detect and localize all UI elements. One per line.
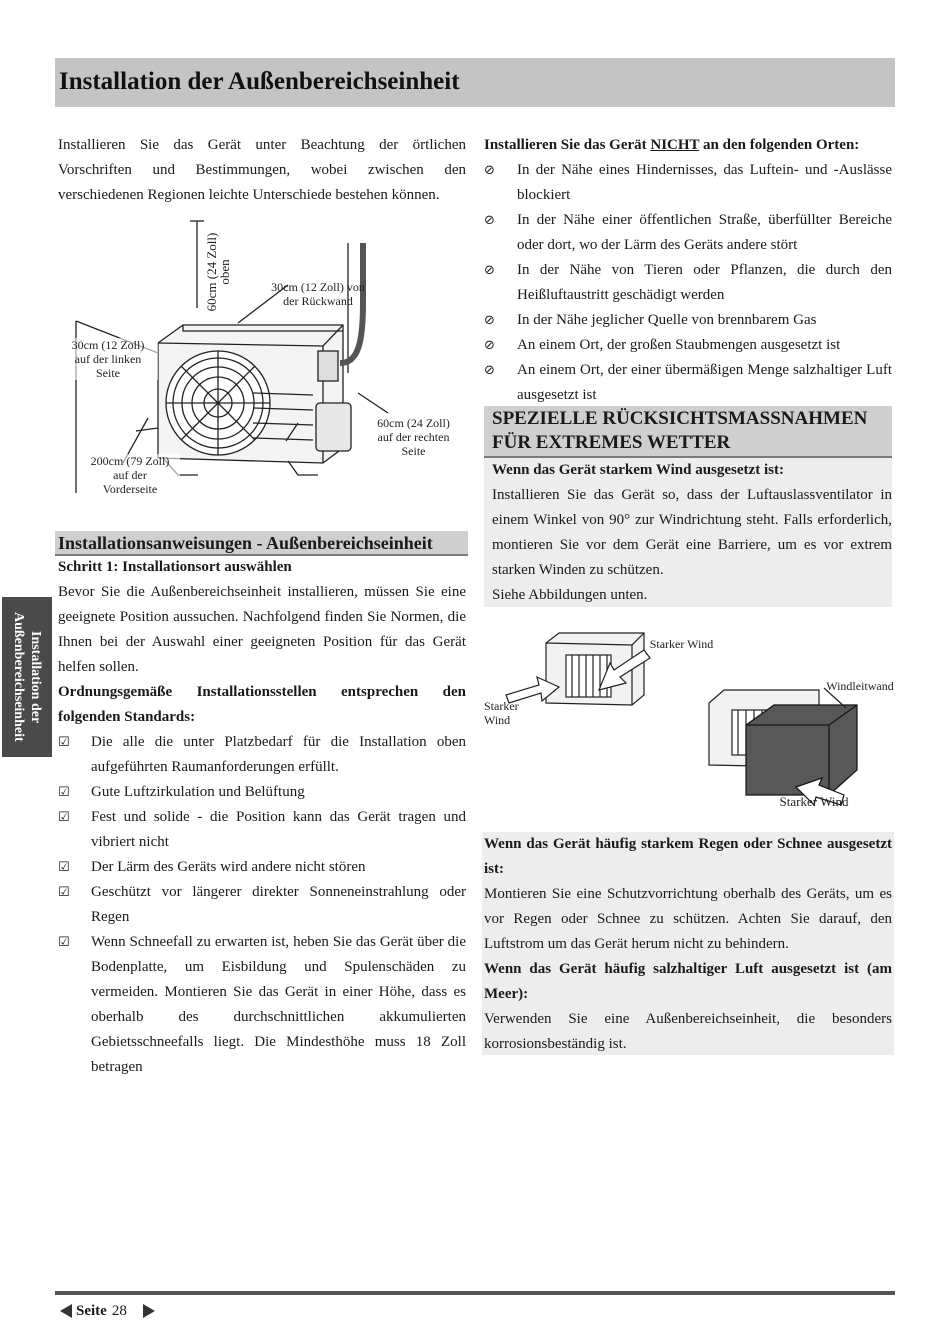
installation-section-bar — [55, 531, 468, 556]
list-item — [484, 358, 892, 408]
salt-heading: Wenn das Gerät häufig salzhaltiger Luft ausgesetzt ist (am Meer): — [484, 961, 892, 1002]
standard-text: Der Lärm des Geräts wird andere nicht stören — [91, 859, 366, 875]
list-item — [58, 880, 466, 930]
not-place-text: An einem Ort, der großen Staubmengen ausgesetzt ist — [517, 337, 841, 353]
standard-text: Fest und solide - die Position kann das Gerät tragen und vibriert nicht — [91, 809, 466, 850]
not-places-block — [484, 133, 892, 408]
standard-text: Gute Luftzirkulation und Belüftung — [91, 784, 305, 800]
strong-wind-bottom-label: Starker Wind — [779, 794, 849, 809]
rain-heading: Wenn das Gerät häufig starkem Regen oder Schnee ausgesetzt ist: — [484, 836, 892, 877]
page-footer — [60, 1300, 155, 1322]
standard-text: Geschützt vor längerer direkter Sonneneinstrahlung oder Regen — [91, 884, 466, 925]
list-item — [58, 805, 466, 855]
strong-wind-left-label — [484, 699, 524, 727]
left-clearance-label — [58, 338, 158, 380]
rear-clearance-label-1: 30cm (12 Zoll) von — [271, 280, 365, 294]
right-clearance-label-1: 60cm (24 Zoll) — [377, 416, 450, 430]
rear-clearance-label-2: der Rückwand — [283, 294, 353, 308]
special-precautions-bar — [484, 406, 892, 458]
not-heading-not: NICHT — [650, 137, 700, 153]
not-place-text: In der Nähe einer öffentlichen Straße, überfüllter Bereiche oder dort, wo der Lärm des Geräts andere stört — [517, 212, 892, 253]
rain-text: Montieren Sie eine Schutzvorrichtung oberhalb des Geräts, um es vor Regen oder Schnee zu schützen. Achten Sie darauf, den Luftstrom um das Gerät herum nicht zu behindern. — [484, 886, 892, 952]
page-title: Installation der Außenbereichseinheit — [59, 68, 460, 95]
page-number: 28 — [111, 1302, 127, 1319]
strong-wind-left-line1: Starker — [484, 699, 519, 713]
list-item — [58, 930, 466, 1080]
rear-clearance-label — [258, 280, 378, 308]
wind-diagram-svg — [484, 625, 894, 815]
step1-text: Bevor Sie die Außenbereichseinheit installieren, müssen Sie eine geeignete Position aussuchen. Nachfolgend finden Sie Normen, die Ihnen bei der Auswahl einer geeigneten Position für das Gerät helfen sollen. — [58, 584, 466, 675]
strong-wind-top-label: Starker Wind — [649, 637, 714, 651]
list-item — [484, 208, 892, 258]
rain-salt-block — [482, 832, 894, 1055]
special-title-line1: SPEZIELLE RÜCKSICHTSMASSNAHMEN — [492, 408, 868, 429]
salt-text: Verwenden Sie eine Außenbereichseinheit, die besonders korrosionsbeständig ist. — [484, 1011, 892, 1052]
special-precautions-title — [484, 406, 892, 455]
side-tab-line2: Außenbereichseinheit — [11, 612, 26, 742]
standard-text: Die alle die unter Platzbedarf für die Installation oben aufgeführten Raumanforderungen erfüllt. — [91, 734, 466, 775]
wind-see-figures: Siehe Abbildungen unten. — [492, 587, 648, 603]
page-label: Seite — [76, 1302, 107, 1319]
checkbox-icon: ☑ — [58, 885, 70, 900]
list-item — [484, 333, 892, 358]
side-tab-line1: Installation der — [28, 630, 43, 724]
next-page-icon[interactable] — [143, 1304, 155, 1318]
prohibited-icon: ⊘ — [484, 363, 495, 378]
checkbox-icon: ☑ — [58, 935, 70, 950]
checkbox-icon: ☑ — [58, 810, 70, 825]
list-item — [58, 780, 466, 805]
list-item — [484, 158, 892, 208]
wind-heading: Wenn das Gerät starkem Wind ausgesetzt ist: — [492, 462, 784, 478]
not-places-list — [484, 158, 892, 408]
front-clearance-label — [80, 454, 180, 496]
intro-text: Installieren Sie das Gerät unter Beachtung der örtlichen Vorschriften und Bestimmungen, wobei zwischen den verschiedenen Regionen leichte Unterschiede bestehen können. — [58, 137, 466, 203]
checkbox-icon: ☑ — [58, 860, 70, 875]
intro-paragraph — [58, 133, 466, 208]
prohibited-icon: ⊘ — [484, 313, 495, 328]
prohibited-icon: ⊘ — [484, 338, 495, 353]
side-tab-label — [10, 612, 44, 742]
not-place-text: In der Nähe eines Hindernisses, das Luftein- und -Auslässe blockiert — [517, 162, 892, 203]
front-clearance-label-2: auf der — [113, 468, 147, 482]
left-clearance-label-1: 30cm (12 Zoll) — [71, 338, 145, 352]
list-item — [58, 730, 466, 780]
left-clearance-label-2: auf der linken — [74, 352, 142, 366]
not-place-text: In der Nähe jeglicher Quelle von brennbarem Gas — [517, 312, 817, 328]
checkbox-icon: ☑ — [58, 785, 70, 800]
top-clearance-label-2: oben — [217, 259, 232, 285]
step1-heading: Schritt 1: Installationsort auswählen — [58, 559, 292, 575]
checkbox-icon: ☑ — [58, 735, 70, 750]
not-heading-pre: Installieren Sie das Gerät — [484, 137, 651, 153]
installation-section-title: Installationsanweisungen - Außenbereichseinheit — [58, 533, 433, 553]
front-clearance-label-1: 200cm (79 Zoll) — [90, 454, 170, 468]
list-item — [484, 308, 892, 333]
prohibited-icon: ⊘ — [484, 213, 495, 228]
top-clearance-label — [204, 221, 232, 312]
strong-wind-left-line2: Wind — [484, 713, 511, 727]
not-heading-post: an den folgenden Orten: — [699, 137, 860, 153]
wind-diagram — [484, 625, 894, 815]
page-header — [55, 58, 895, 107]
clearance-diagram — [58, 213, 468, 513]
top-clearance-label-1: 60cm (24 Zoll) — [204, 232, 219, 312]
list-item — [484, 258, 892, 308]
list-item — [58, 855, 466, 880]
wind-text: Installieren Sie das Gerät so, dass der Luftauslassventilator in einem Winkel von 90° zur Windrichtung steht. Falls erforderlich, montieren Sie vor dem Gerät eine Barriere, um es vor extrem starken Winden zu schützen. — [492, 487, 892, 578]
left-body — [58, 555, 466, 1080]
side-tab — [2, 597, 52, 757]
not-places-heading — [484, 133, 892, 158]
standards-list — [58, 730, 466, 1080]
right-clearance-label-3: Seite — [401, 444, 426, 458]
prohibited-icon: ⊘ — [484, 163, 495, 178]
right-clearance-label-2: auf der rechten — [377, 430, 450, 444]
left-clearance-label-3: Seite — [96, 366, 120, 380]
prev-page-icon[interactable] — [60, 1304, 72, 1318]
standard-text: Wenn Schneefall zu erwarten ist, heben Sie das Gerät über die Bodenplatte, um Eisbildung und Spulenschäden zu vermeiden. Montieren Sie das Gerät in einer Höhe, dass es oberhalb des durchschnittlichen akkumulierten Gebietsschneefalls liegt. Die Mindesthöhe muss 18 Zoll betragen — [91, 934, 466, 1075]
wind-block — [484, 458, 892, 607]
special-title-line2: FÜR EXTREMES WETTER — [492, 432, 731, 453]
right-clearance-label — [366, 416, 461, 458]
front-clearance-label-3: Vorderseite — [102, 482, 158, 496]
prohibited-icon: ⊘ — [484, 263, 495, 278]
standards-heading: Ordnungsgemäße Installationsstellen entsprechen den folgenden Standards: — [58, 684, 466, 725]
not-place-text: In der Nähe von Tieren oder Pflanzen, die durch den Heißluftaustritt geschädigt werden — [517, 262, 892, 303]
footer-divider — [55, 1291, 895, 1295]
wind-wall-label: Windleitwand — [826, 679, 894, 693]
not-place-text: An einem Ort, der einer übermäßigen Menge salzhaltiger Luft ausgesetzt ist — [517, 362, 892, 403]
